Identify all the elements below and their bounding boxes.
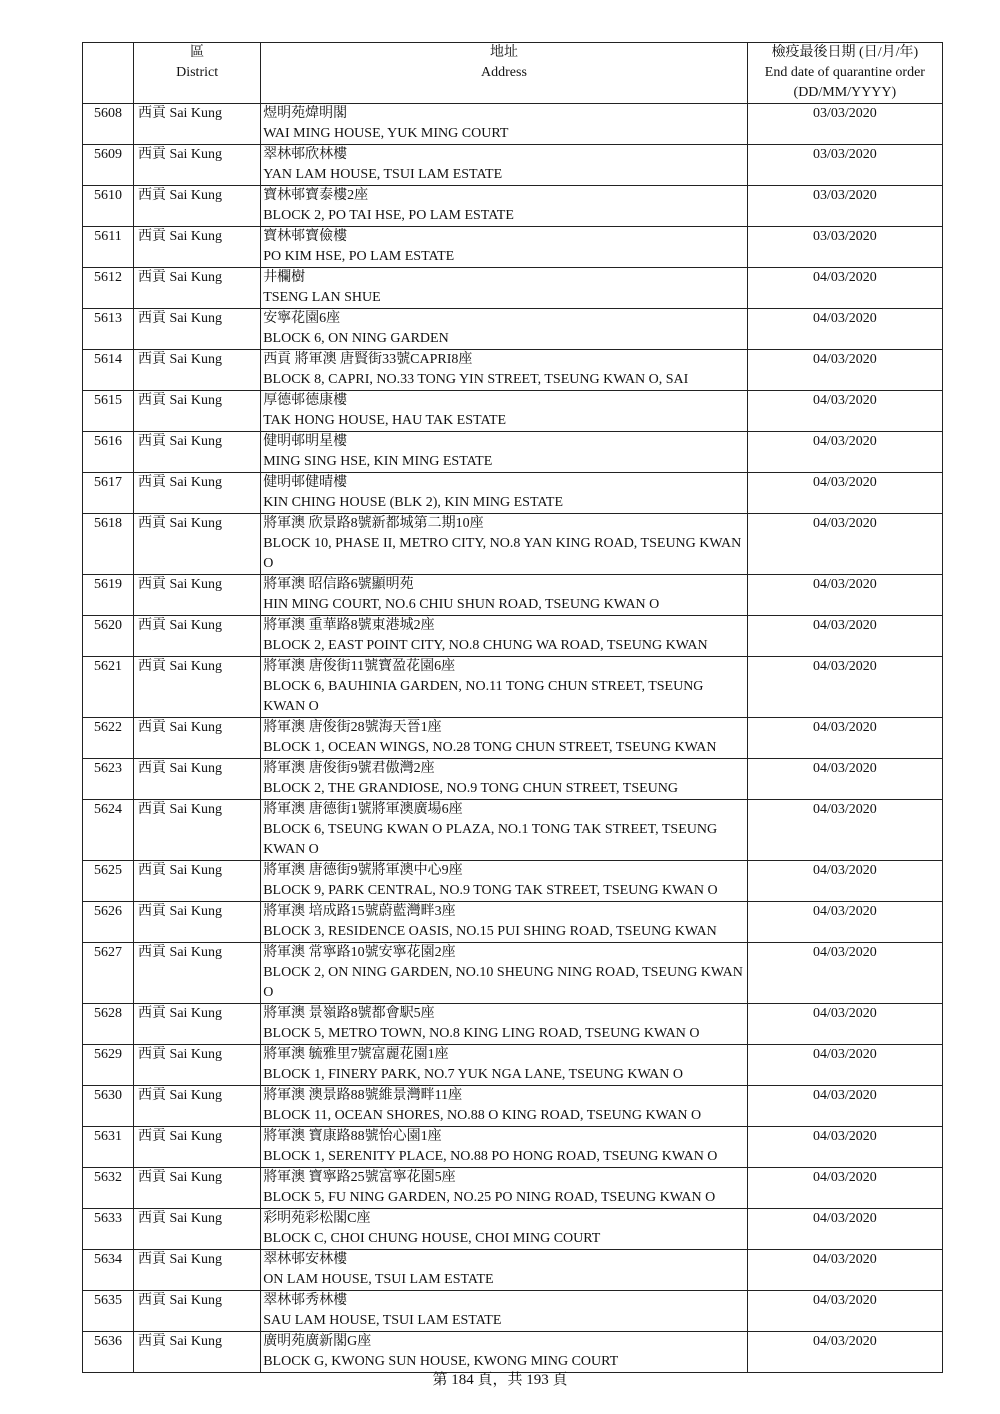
address-chinese: 安寧花園6座 bbox=[263, 311, 341, 326]
row-number: 5615 bbox=[83, 391, 134, 432]
row-number: 5629 bbox=[83, 1045, 134, 1086]
row-address bbox=[261, 943, 748, 1004]
address-chinese: 將軍澳 毓雅里7號富麗花園1座 bbox=[263, 1047, 449, 1062]
row-number: 5634 bbox=[83, 1250, 134, 1291]
address-english: BLOCK G, KWONG SUN HOUSE, KWONG MING COURT bbox=[263, 1354, 619, 1369]
row-end-date: 04/03/2020 bbox=[747, 616, 942, 657]
address-english: BLOCK 5, FU NING GARDEN, NO.25 PO NING ROAD, TSEUNG KWAN O bbox=[263, 1190, 716, 1205]
address-english: BLOCK 2, EAST POINT CITY, NO.8 CHUNG WA ROAD, TSEUNG KWAN bbox=[263, 638, 708, 653]
address-chinese: 將軍澳 景嶺路8號都會駅5座 bbox=[263, 1006, 435, 1021]
address-chinese: 將軍澳 重華路8號東港城2座 bbox=[263, 618, 435, 633]
row-address bbox=[261, 1045, 748, 1086]
address-chinese: 將軍澳 常寧路10號安寧花園2座 bbox=[263, 945, 456, 960]
row-district: 西貢 Sai Kung bbox=[134, 473, 261, 514]
quarantine-address-table bbox=[82, 42, 943, 1373]
header-district bbox=[134, 43, 261, 104]
row-end-date: 03/03/2020 bbox=[747, 186, 942, 227]
row-address bbox=[261, 1332, 748, 1373]
row-end-date: 04/03/2020 bbox=[747, 1127, 942, 1168]
address-english: BLOCK 2, THE GRANDIOSE, NO.9 TONG CHUN STREET, TSEUNG bbox=[263, 781, 679, 796]
table-row bbox=[83, 1045, 943, 1086]
table-row bbox=[83, 1209, 943, 1250]
row-end-date: 04/03/2020 bbox=[747, 657, 942, 718]
address-english: BLOCK 8, CAPRI, NO.33 TONG YIN STREET, TSEUNG KWAN O, SAI bbox=[263, 372, 689, 387]
row-district: 西貢 Sai Kung bbox=[134, 391, 261, 432]
table-row bbox=[83, 145, 943, 186]
table-row bbox=[83, 575, 943, 616]
row-address bbox=[261, 104, 748, 145]
address-chinese: 寶林邨寶儉樓 bbox=[263, 229, 348, 244]
row-district: 西貢 Sai Kung bbox=[134, 657, 261, 718]
row-address bbox=[261, 268, 748, 309]
table-row bbox=[83, 1086, 943, 1127]
table-body bbox=[83, 104, 943, 1373]
address-english: BLOCK 2, PO TAI HSE, PO LAM ESTATE bbox=[263, 208, 514, 223]
address-chinese: 將軍澳 唐德街9號將軍澳中心9座 bbox=[263, 863, 463, 878]
address-english: TSENG LAN SHUE bbox=[263, 290, 381, 305]
row-end-date: 04/03/2020 bbox=[747, 268, 942, 309]
row-number: 5628 bbox=[83, 1004, 134, 1045]
table-row bbox=[83, 350, 943, 391]
row-number: 5620 bbox=[83, 616, 134, 657]
header-number bbox=[83, 43, 134, 104]
row-address bbox=[261, 1168, 748, 1209]
row-address bbox=[261, 861, 748, 902]
address-english: PO KIM HSE, PO LAM ESTATE bbox=[263, 249, 455, 264]
table-row bbox=[83, 800, 943, 861]
table-row bbox=[83, 514, 943, 575]
row-address bbox=[261, 759, 748, 800]
row-number: 5632 bbox=[83, 1168, 134, 1209]
row-address bbox=[261, 473, 748, 514]
address-chinese: 翠林邨安林樓 bbox=[263, 1252, 348, 1267]
header-district-zh: 區 bbox=[190, 45, 205, 60]
row-end-date: 04/03/2020 bbox=[747, 1209, 942, 1250]
row-number: 5622 bbox=[83, 718, 134, 759]
table-row bbox=[83, 1168, 943, 1209]
table-row bbox=[83, 309, 943, 350]
address-chinese: 厚德邨德康樓 bbox=[263, 393, 348, 408]
row-address bbox=[261, 391, 748, 432]
row-number: 5623 bbox=[83, 759, 134, 800]
table-row bbox=[83, 473, 943, 514]
address-english: ON LAM HOUSE, TSUI LAM ESTATE bbox=[263, 1272, 494, 1287]
row-district: 西貢 Sai Kung bbox=[134, 759, 261, 800]
address-chinese: 井欄樹 bbox=[263, 270, 306, 285]
row-district: 西貢 Sai Kung bbox=[134, 350, 261, 391]
row-end-date: 04/03/2020 bbox=[747, 575, 942, 616]
address-chinese: 健明邨明星樓 bbox=[263, 434, 348, 449]
row-district: 西貢 Sai Kung bbox=[134, 1209, 261, 1250]
row-address bbox=[261, 1250, 748, 1291]
row-district: 西貢 Sai Kung bbox=[134, 1168, 261, 1209]
row-district: 西貢 Sai Kung bbox=[134, 432, 261, 473]
row-district: 西貢 Sai Kung bbox=[134, 616, 261, 657]
row-district: 西貢 Sai Kung bbox=[134, 902, 261, 943]
header-date-zh: 檢疫最後日期 (日/月/年) bbox=[771, 45, 919, 60]
row-district: 西貢 Sai Kung bbox=[134, 575, 261, 616]
table-row bbox=[83, 104, 943, 145]
row-address bbox=[261, 514, 748, 575]
address-english: BLOCK 6, BAUHINIA GARDEN, NO.11 TONG CHUN STREET, TSEUNG KWAN O bbox=[263, 679, 704, 714]
table-row bbox=[83, 943, 943, 1004]
row-district: 西貢 Sai Kung bbox=[134, 1045, 261, 1086]
row-district: 西貢 Sai Kung bbox=[134, 1004, 261, 1045]
address-english: BLOCK C, CHOI CHUNG HOUSE, CHOI MING COURT bbox=[263, 1231, 601, 1246]
address-chinese: 將軍澳 唐德街1號將軍澳廣場6座 bbox=[263, 802, 463, 817]
row-end-date: 04/03/2020 bbox=[747, 432, 942, 473]
row-address bbox=[261, 1004, 748, 1045]
page-number: 第 184 頁，共 193 頁 bbox=[432, 1372, 568, 1388]
row-district: 西貢 Sai Kung bbox=[134, 1332, 261, 1373]
header-address-en: Address bbox=[481, 65, 527, 80]
address-english: TAK HONG HOUSE, HAU TAK ESTATE bbox=[263, 413, 507, 428]
row-end-date: 04/03/2020 bbox=[747, 350, 942, 391]
address-chinese: 健明邨健晴樓 bbox=[263, 475, 348, 490]
address-english: BLOCK 11, OCEAN SHORES, NO.88 O KING ROAD, TSEUNG KWAN O bbox=[263, 1108, 702, 1123]
address-chinese: 煜明苑煒明閣 bbox=[263, 106, 348, 121]
table-row bbox=[83, 759, 943, 800]
address-english: MING SING HSE, KIN MING ESTATE bbox=[263, 454, 493, 469]
row-number: 5625 bbox=[83, 861, 134, 902]
address-chinese: 彩明苑彩松閣C座 bbox=[263, 1211, 371, 1226]
row-address bbox=[261, 227, 748, 268]
address-chinese: 將軍澳 唐俊街28號海天晉1座 bbox=[263, 720, 442, 735]
row-address bbox=[261, 145, 748, 186]
row-end-date: 04/03/2020 bbox=[747, 1168, 942, 1209]
row-district: 西貢 Sai Kung bbox=[134, 861, 261, 902]
row-end-date: 04/03/2020 bbox=[747, 309, 942, 350]
row-number: 5614 bbox=[83, 350, 134, 391]
row-end-date: 04/03/2020 bbox=[747, 1004, 942, 1045]
table-row bbox=[83, 1250, 943, 1291]
address-chinese: 廣明苑廣新閣G座 bbox=[263, 1334, 372, 1349]
row-address bbox=[261, 1127, 748, 1168]
row-number: 5635 bbox=[83, 1291, 134, 1332]
row-number: 5618 bbox=[83, 514, 134, 575]
header-end-date bbox=[747, 43, 942, 104]
table-row bbox=[83, 1004, 943, 1045]
row-number: 5630 bbox=[83, 1086, 134, 1127]
row-end-date: 04/03/2020 bbox=[747, 1250, 942, 1291]
row-number: 5608 bbox=[83, 104, 134, 145]
header-address-zh: 地址 bbox=[489, 45, 518, 60]
row-address bbox=[261, 432, 748, 473]
row-address bbox=[261, 1209, 748, 1250]
table-row bbox=[83, 227, 943, 268]
table-row bbox=[83, 1291, 943, 1332]
row-number: 5610 bbox=[83, 186, 134, 227]
table-row bbox=[83, 1127, 943, 1168]
row-district: 西貢 Sai Kung bbox=[134, 1250, 261, 1291]
row-district: 西貢 Sai Kung bbox=[134, 104, 261, 145]
row-district: 西貢 Sai Kung bbox=[134, 514, 261, 575]
address-chinese: 將軍澳 唐俊街11號寶盈花園6座 bbox=[263, 659, 456, 674]
row-number: 5616 bbox=[83, 432, 134, 473]
row-address bbox=[261, 186, 748, 227]
row-end-date: 04/03/2020 bbox=[747, 514, 942, 575]
row-district: 西貢 Sai Kung bbox=[134, 800, 261, 861]
row-number: 5624 bbox=[83, 800, 134, 861]
row-district: 西貢 Sai Kung bbox=[134, 227, 261, 268]
address-english: BLOCK 10, PHASE II, METRO CITY, NO.8 YAN KING ROAD, TSEUNG KWAN O bbox=[263, 536, 742, 571]
address-chinese: 翠林邨欣林樓 bbox=[263, 147, 348, 162]
address-chinese: 將軍澳 昭信路6號顯明苑 bbox=[263, 577, 414, 592]
address-english: KIN CHING HOUSE (BLK 2), KIN MING ESTATE bbox=[263, 495, 564, 510]
row-district: 西貢 Sai Kung bbox=[134, 1086, 261, 1127]
row-district: 西貢 Sai Kung bbox=[134, 309, 261, 350]
table-row bbox=[83, 268, 943, 309]
row-address bbox=[261, 616, 748, 657]
address-english: BLOCK 3, RESIDENCE OASIS, NO.15 PUI SHING ROAD, TSEUNG KWAN bbox=[263, 924, 717, 939]
table-row bbox=[83, 1332, 943, 1373]
row-end-date: 04/03/2020 bbox=[747, 800, 942, 861]
row-number: 5626 bbox=[83, 902, 134, 943]
row-end-date: 04/03/2020 bbox=[747, 1332, 942, 1373]
row-district: 西貢 Sai Kung bbox=[134, 943, 261, 1004]
table-header-row bbox=[83, 43, 943, 104]
row-end-date: 04/03/2020 bbox=[747, 391, 942, 432]
address-english: BLOCK 5, METRO TOWN, NO.8 KING LING ROAD, TSEUNG KWAN O bbox=[263, 1026, 700, 1041]
row-end-date: 04/03/2020 bbox=[747, 759, 942, 800]
address-english: HIN MING COURT, NO.6 CHIU SHUN ROAD, TSEUNG KWAN O bbox=[263, 597, 660, 612]
row-end-date: 04/03/2020 bbox=[747, 861, 942, 902]
row-end-date: 04/03/2020 bbox=[747, 1086, 942, 1127]
address-english: BLOCK 2, ON NING GARDEN, NO.10 SHEUNG NING ROAD, TSEUNG KWAN O bbox=[263, 965, 743, 1000]
row-end-date: 04/03/2020 bbox=[747, 473, 942, 514]
row-address bbox=[261, 800, 748, 861]
row-district: 西貢 Sai Kung bbox=[134, 1127, 261, 1168]
row-address bbox=[261, 718, 748, 759]
row-end-date: 04/03/2020 bbox=[747, 1045, 942, 1086]
row-district: 西貢 Sai Kung bbox=[134, 718, 261, 759]
address-chinese: 將軍澳 唐俊街9號君傲灣2座 bbox=[263, 761, 435, 776]
address-english: BLOCK 6, TSEUNG KWAN O PLAZA, NO.1 TONG TAK STREET, TSEUNG KWAN O bbox=[263, 822, 718, 857]
row-end-date: 03/03/2020 bbox=[747, 227, 942, 268]
row-end-date: 04/03/2020 bbox=[747, 1291, 942, 1332]
table-row bbox=[83, 186, 943, 227]
row-district: 西貢 Sai Kung bbox=[134, 268, 261, 309]
row-district: 西貢 Sai Kung bbox=[134, 145, 261, 186]
row-address bbox=[261, 350, 748, 391]
table-row bbox=[83, 391, 943, 432]
address-english: WAI MING HOUSE, YUK MING COURT bbox=[263, 126, 509, 141]
address-chinese: 將軍澳 寶寧路25號富寧花園5座 bbox=[263, 1170, 456, 1185]
table-row bbox=[83, 902, 943, 943]
row-end-date: 03/03/2020 bbox=[747, 145, 942, 186]
address-english: BLOCK 1, SERENITY PLACE, NO.88 PO HONG ROAD, TSEUNG KWAN O bbox=[263, 1149, 718, 1164]
row-number: 5612 bbox=[83, 268, 134, 309]
row-district: 西貢 Sai Kung bbox=[134, 1291, 261, 1332]
table-row bbox=[83, 861, 943, 902]
address-chinese: 西貢 將軍澳 唐賢街33號CAPRI8座 bbox=[263, 352, 473, 367]
row-number: 5609 bbox=[83, 145, 134, 186]
row-address bbox=[261, 1086, 748, 1127]
header-address bbox=[261, 43, 748, 104]
row-number: 5619 bbox=[83, 575, 134, 616]
row-district: 西貢 Sai Kung bbox=[134, 186, 261, 227]
row-number: 5617 bbox=[83, 473, 134, 514]
address-chinese: 翠林邨秀林樓 bbox=[263, 1293, 348, 1308]
row-end-date: 04/03/2020 bbox=[747, 718, 942, 759]
row-end-date: 04/03/2020 bbox=[747, 943, 942, 1004]
row-address bbox=[261, 575, 748, 616]
address-english: SAU LAM HOUSE, TSUI LAM ESTATE bbox=[263, 1313, 502, 1328]
row-address bbox=[261, 1291, 748, 1332]
table-row bbox=[83, 616, 943, 657]
table-row bbox=[83, 432, 943, 473]
header-date-en: End date of quarantine order bbox=[764, 65, 925, 80]
address-english: BLOCK 6, ON NING GARDEN bbox=[263, 331, 449, 346]
row-address bbox=[261, 309, 748, 350]
row-number: 5633 bbox=[83, 1209, 134, 1250]
table-row bbox=[83, 718, 943, 759]
row-number: 5636 bbox=[83, 1332, 134, 1373]
row-number: 5631 bbox=[83, 1127, 134, 1168]
row-number: 5627 bbox=[83, 943, 134, 1004]
row-number: 5613 bbox=[83, 309, 134, 350]
address-chinese: 將軍澳 澳景路88號維景灣畔11座 bbox=[263, 1088, 463, 1103]
table-row bbox=[83, 657, 943, 718]
row-end-date: 04/03/2020 bbox=[747, 902, 942, 943]
address-chinese: 將軍澳 寶康路88號怡心園1座 bbox=[263, 1129, 442, 1144]
address-english: BLOCK 1, OCEAN WINGS, NO.28 TONG CHUN STREET, TSEUNG KWAN bbox=[263, 740, 717, 755]
address-chinese: 將軍澳 培成路15號蔚藍灣畔3座 bbox=[263, 904, 456, 919]
address-chinese: 將軍澳 欣景路8號新都城第二期10座 bbox=[263, 516, 484, 531]
address-chinese: 寶林邨寶泰樓2座 bbox=[263, 188, 369, 203]
address-english: BLOCK 9, PARK CENTRAL, NO.9 TONG TAK STREET, TSEUNG KWAN O bbox=[263, 883, 718, 898]
header-date-format: (DD/MM/YYYY) bbox=[793, 85, 897, 100]
address-english: YAN LAM HOUSE, TSUI LAM ESTATE bbox=[263, 167, 503, 182]
row-address bbox=[261, 902, 748, 943]
header-district-en: District bbox=[176, 65, 219, 80]
row-end-date: 03/03/2020 bbox=[747, 104, 942, 145]
row-number: 5611 bbox=[83, 227, 134, 268]
address-english: BLOCK 1, FINERY PARK, NO.7 YUK NGA LANE, TSEUNG KWAN O bbox=[263, 1067, 683, 1082]
row-number: 5621 bbox=[83, 657, 134, 718]
row-address bbox=[261, 657, 748, 718]
